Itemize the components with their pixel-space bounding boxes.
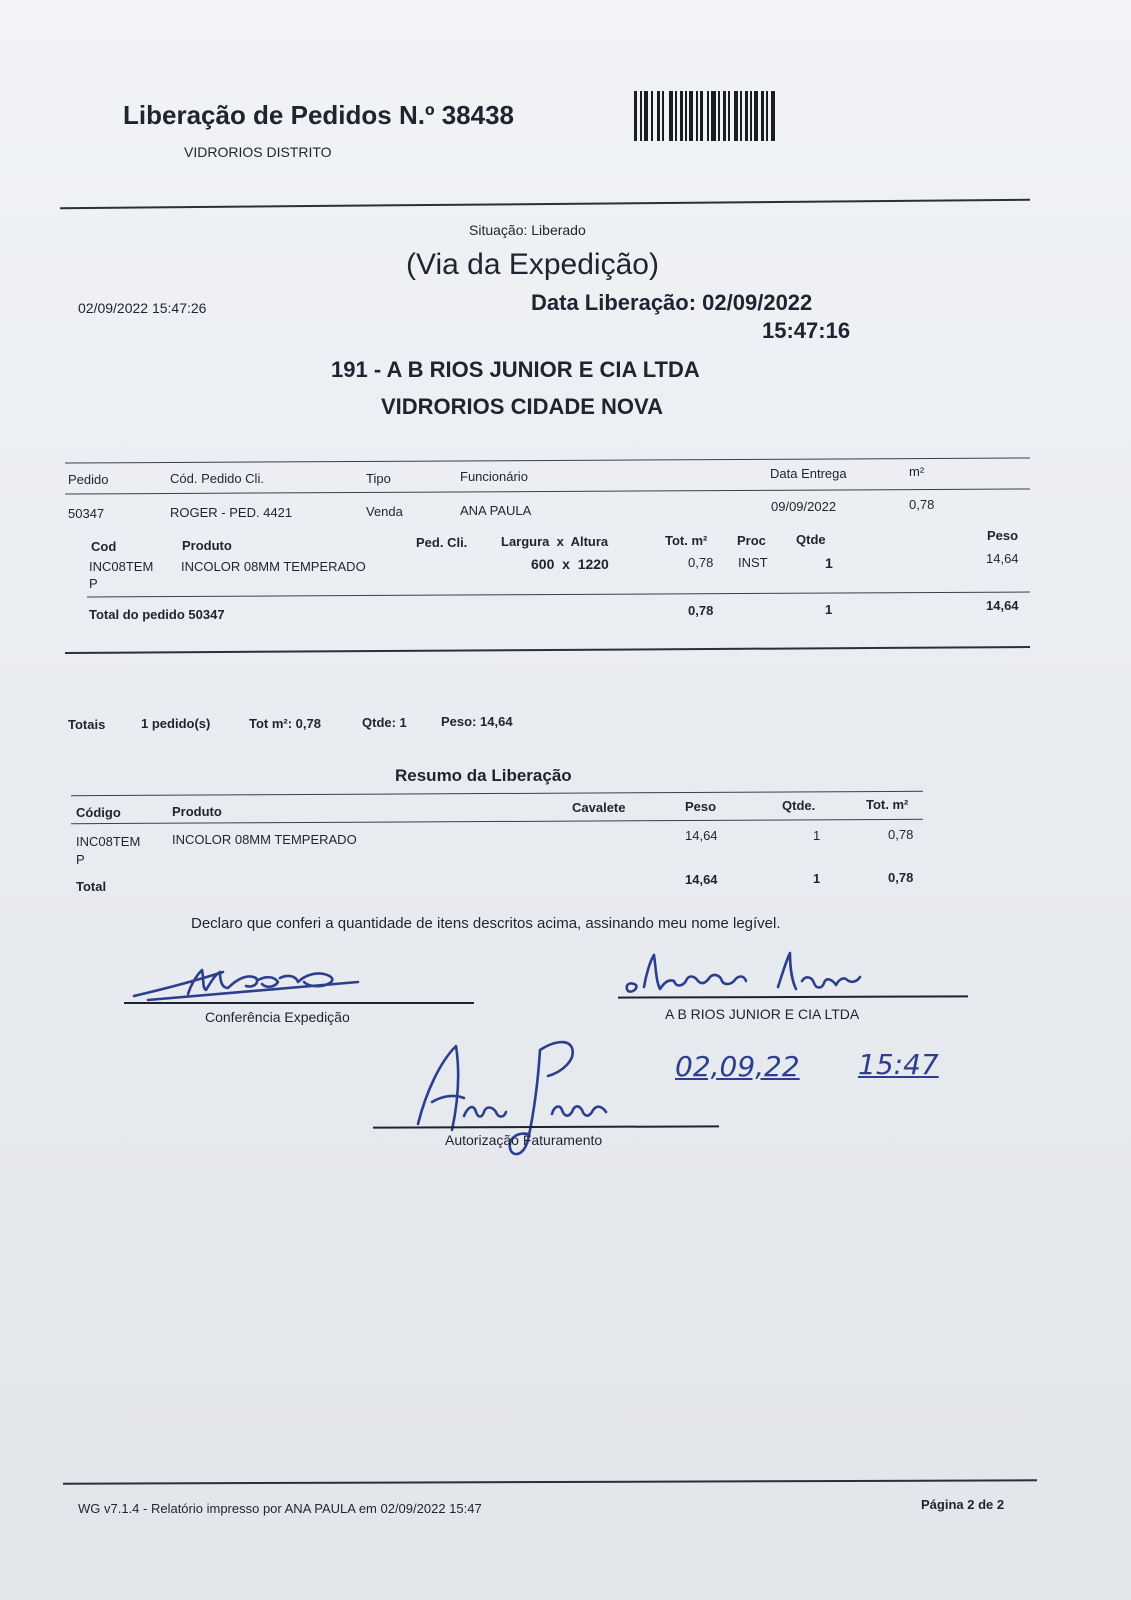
signature-cliente bbox=[620, 945, 920, 1000]
totals-qtde: Qtde: 1 bbox=[362, 715, 407, 730]
item-header-produto: Produto bbox=[182, 538, 232, 553]
line-conferencia bbox=[124, 1002, 474, 1004]
summary-header-produto: Produto bbox=[172, 804, 222, 819]
order-total-m2: 0,78 bbox=[688, 603, 714, 618]
summary-header-qtde: Qtde. bbox=[782, 798, 816, 813]
release-time: 15:47:16 bbox=[762, 318, 851, 343]
item-largura-altura: 600 x 1220 bbox=[531, 556, 609, 572]
summary-total-tot-m2: 0,78 bbox=[888, 870, 914, 885]
status-label: Situação: Liberado bbox=[469, 222, 586, 238]
item-cod-line1: INC08TEM bbox=[89, 559, 154, 574]
col-header-pedido: Pedido bbox=[68, 472, 109, 487]
signature-conferencia bbox=[128, 958, 388, 1008]
item-peso: 14,64 bbox=[986, 551, 1019, 566]
header-divider bbox=[60, 199, 1030, 209]
item-header-tot-m2: Tot. m² bbox=[665, 533, 708, 548]
footer-rule bbox=[63, 1479, 1037, 1484]
release-date: Data Liberação: 02/09/2022 bbox=[531, 290, 813, 315]
summary-codigo-line2: P bbox=[76, 852, 85, 867]
order-header-rule bbox=[65, 488, 1030, 494]
item-header-peso: Peso bbox=[987, 528, 1019, 543]
order-total-label: Total do pedido 50347 bbox=[89, 607, 225, 622]
summary-tot-m2: 0,78 bbox=[888, 827, 914, 842]
order-pedido: 50347 bbox=[68, 506, 105, 521]
summary-top-rule bbox=[71, 791, 923, 796]
footer-text: WG v7.1.4 - Relatório impresso por ANA PAULA em 02/09/2022 15:47 bbox=[78, 1501, 482, 1516]
col-header-tipo: Tipo bbox=[366, 471, 391, 486]
conferencia-label: Conferência Expedição bbox=[205, 1009, 350, 1025]
col-header-m2: m² bbox=[909, 464, 925, 479]
summary-title: Resumo da Liberação bbox=[395, 766, 572, 785]
col-header-funcionario: Funcionário bbox=[460, 469, 528, 484]
handwritten-date: 02,09,22 bbox=[675, 1050, 800, 1083]
summary-header-rule bbox=[71, 819, 923, 824]
totals-tot-m2: Tot m²: 0,78 bbox=[249, 716, 321, 731]
item-cod-line2: P bbox=[89, 576, 98, 591]
order-m2: 0,78 bbox=[909, 497, 935, 512]
summary-header-tot-m2: Tot. m² bbox=[866, 797, 909, 812]
copy-label: (Via da Expedição) bbox=[406, 248, 659, 281]
autorizacao-label: Autorização Faturamento bbox=[445, 1132, 603, 1148]
summary-total-qtde: 1 bbox=[813, 871, 821, 886]
summary-total-label: Total bbox=[76, 879, 107, 894]
barcode bbox=[634, 91, 806, 141]
summary-header-codigo: Código bbox=[76, 805, 121, 820]
order-table-top-rule bbox=[65, 457, 1030, 463]
order-funcionario: ANA PAULA bbox=[460, 503, 532, 518]
page-number: Página 2 de 2 bbox=[921, 1497, 1005, 1512]
item-header-largura-altura: Largura x Altura bbox=[501, 534, 609, 549]
document-subtitle: VIDRORIOS DISTRITO bbox=[184, 144, 332, 160]
declaration-text: Declaro que conferi a quantidade de itens descritos acima, assinando meu nome legível. bbox=[191, 915, 781, 932]
summary-header-cavalete: Cavalete bbox=[572, 800, 626, 815]
order-total-rule bbox=[87, 592, 1030, 598]
item-header-cod: Cod bbox=[91, 539, 117, 554]
summary-produto: INCOLOR 08MM TEMPERADO bbox=[172, 832, 357, 847]
summary-peso: 14,64 bbox=[685, 828, 718, 843]
order-tipo: Venda bbox=[366, 504, 403, 519]
summary-qtde: 1 bbox=[813, 828, 821, 843]
totals-peso: Peso: 14,64 bbox=[441, 714, 513, 729]
customer-name: 191 - A B RIOS JUNIOR E CIA LTDA bbox=[331, 357, 700, 382]
summary-codigo-line1: INC08TEM bbox=[76, 834, 141, 849]
item-header-qtde: Qtde bbox=[796, 532, 826, 547]
order-cod-pedido-cli: ROGER - PED. 4421 bbox=[170, 505, 293, 520]
totals-pedidos: 1 pedido(s) bbox=[141, 716, 211, 731]
order-data-entrega: 09/09/2022 bbox=[771, 499, 837, 514]
item-proc: INST bbox=[738, 555, 768, 570]
totals-label: Totais bbox=[68, 717, 106, 732]
item-produto: INCOLOR 08MM TEMPERADO bbox=[181, 559, 366, 574]
item-header-ped-cli: Ped. Cli. bbox=[416, 535, 468, 550]
cliente-label: A B RIOS JUNIOR E CIA LTDA bbox=[665, 1006, 860, 1022]
col-header-cod-pedido-cli: Cód. Pedido Cli. bbox=[170, 471, 264, 486]
handwritten-time: 15:47 bbox=[858, 1048, 939, 1081]
customer-store: VIDRORIOS CIDADE NOVA bbox=[381, 394, 663, 419]
print-datetime: 02/09/2022 15:47:26 bbox=[78, 300, 207, 316]
item-qtde: 1 bbox=[825, 555, 833, 571]
order-total-peso: 14,64 bbox=[986, 598, 1019, 613]
order-total-qtde: 1 bbox=[825, 602, 833, 617]
document-title: Liberação de Pedidos N.º 38438 bbox=[123, 100, 514, 130]
summary-total-peso: 14,64 bbox=[685, 872, 718, 887]
order-table-bottom-rule bbox=[65, 646, 1030, 654]
item-tot-m2: 0,78 bbox=[688, 555, 714, 570]
item-header-proc: Proc bbox=[737, 533, 766, 548]
summary-header-peso: Peso bbox=[685, 799, 717, 814]
col-header-data-entrega: Data Entrega bbox=[770, 466, 847, 481]
